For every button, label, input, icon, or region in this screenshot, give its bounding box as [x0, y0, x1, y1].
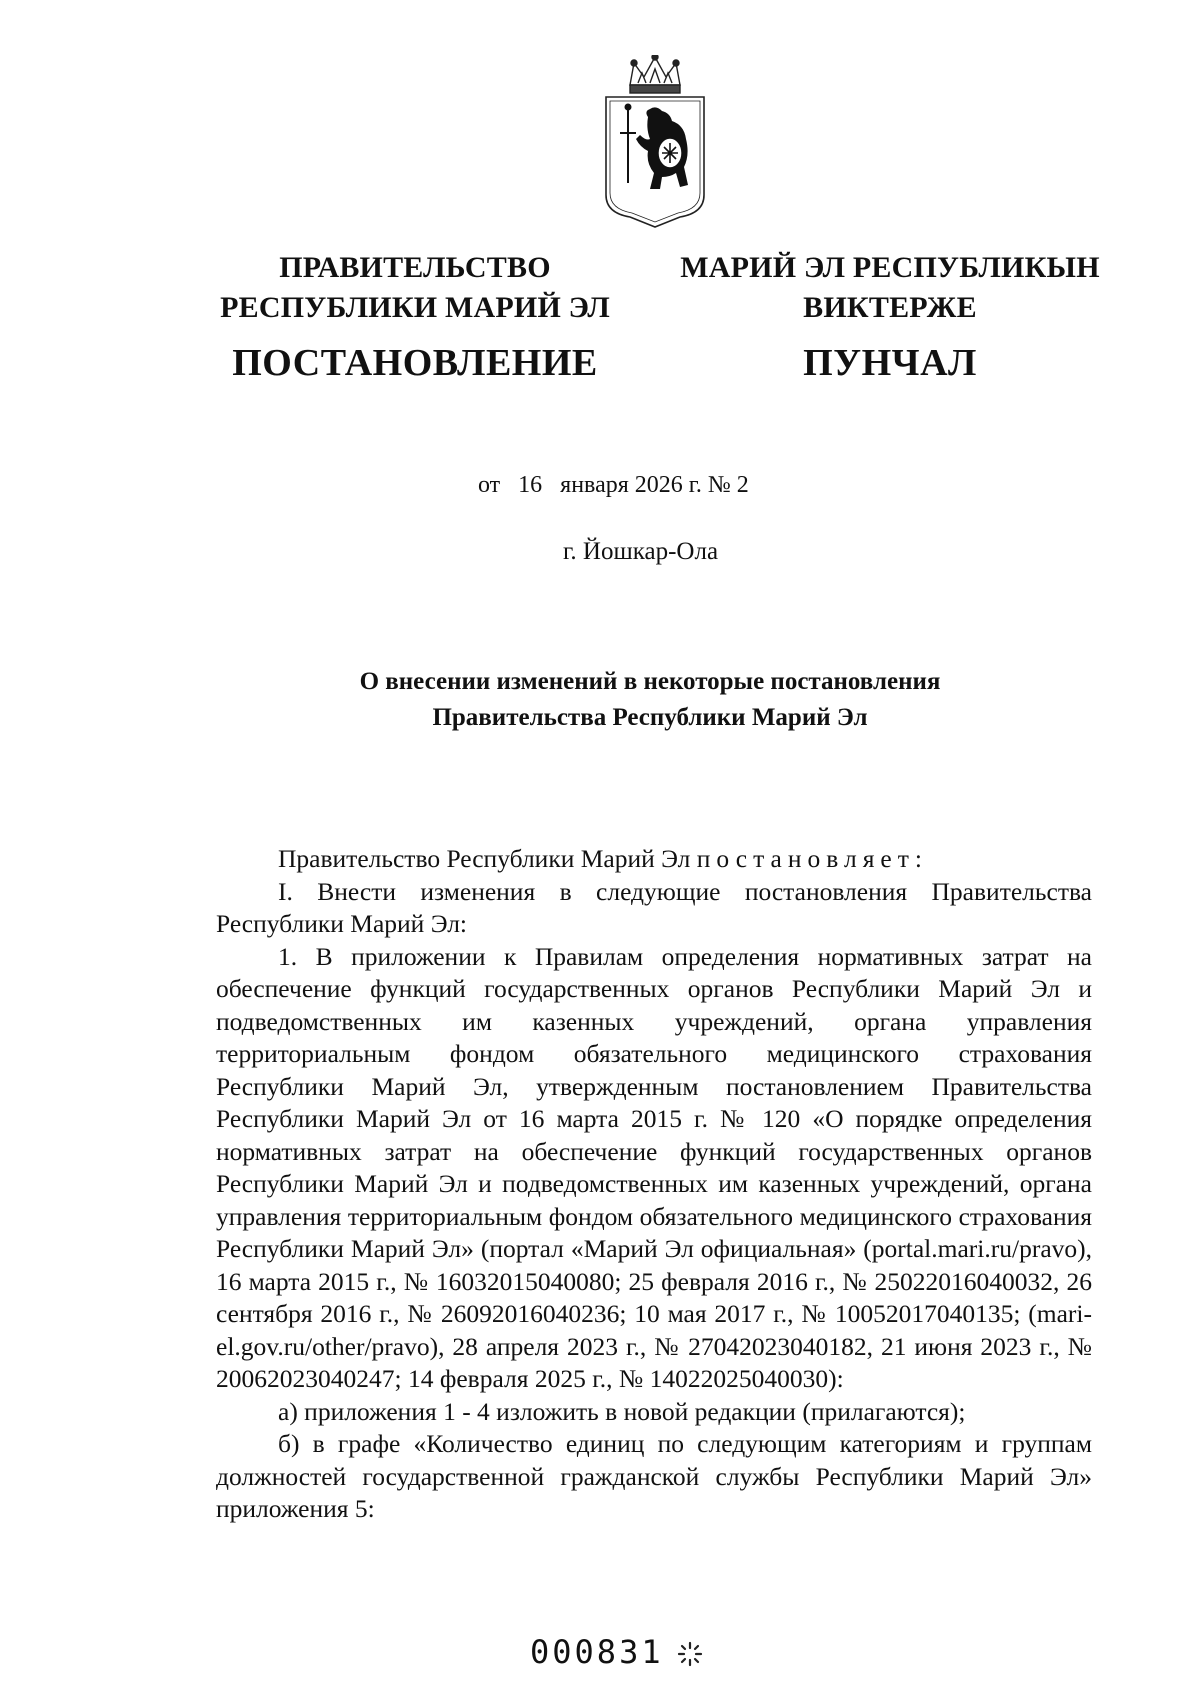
header-left [205, 248, 625, 386]
paragraph-item-b: б) в графе «Количество единиц по следующим категориям и группам должностей государственной гражданской службы Республики Марий Эл» приложения 5: [216, 1429, 1092, 1523]
government-name-mari: МАРИЙ ЭЛ РЕСПУБЛИКЫН ВИКТЕРЖЕ [680, 251, 1100, 324]
date-day: 16 [518, 472, 543, 498]
asterisk-mark-icon [676, 1640, 704, 1668]
date-prefix: от [478, 472, 501, 498]
header-right [665, 248, 1115, 386]
coat-of-arms-icon [600, 55, 710, 230]
document-type-russian: ПОСТАНОВЛЕНИЕ [232, 342, 598, 384]
document-number: 2 [736, 472, 749, 498]
date-month-year: января 2026 г. № [560, 472, 731, 498]
intro-decree-word: постановляет: [696, 844, 928, 873]
document-type-mari: ПУНЧАЛ [803, 342, 977, 384]
paragraph-item-1: I. Внести изменения в следующие постановления Правительства Республики Марий Эл: [216, 876, 1092, 938]
document-body [216, 843, 1092, 1526]
serial-number: 000831 [530, 1633, 664, 1671]
government-name-russian: ПРАВИТЕЛЬСТВО РЕСПУБЛИКИ МАРИЙ ЭЛ [220, 251, 610, 324]
intro-paragraph [216, 843, 1092, 876]
document-title: О внесении изменений в некоторые постановления Правительства Республики Марий Эл [359, 668, 941, 731]
city-name: г. Йошкар-Ола [563, 538, 719, 565]
paragraph-item-1-1: 1. В приложении к Правилам определения нормативных затрат на обеспечение функций государственных органов Республики Марий Эл и подведомственных им казенных учреждений, органа управления территориальным фондом обязательного медицинского страхования Республики Марий Эл, утвержденным постановлением Правительства Республики Марий Эл от 16 марта 2015 г. № 120 «О порядке определения нормативных затрат на обеспечение функций государственных органов Республики Марий Эл и подведомственных им казенных учреждений, органа управления территориальным фондом обязательного медицинского страхования Республики Марий Эл» (портал «Марий Эл официальная» (portal.mari.ru/pravo), 16 марта 2015 г., № 16032015040080; 25 февраля 2016 г., № 25022016040032, 26 сентября 2016 г., № 26092016040236; 10 мая 2017 г., № 10052017040135; (mari-el.gov.ru/other/pravo), 28 апреля 2023 г., № 27042023040182, 21 июня 2023 г., № 20062023040247; 14 февраля 2025 г., № 14022025040030): [216, 941, 1092, 1393]
date-line [478, 472, 749, 499]
intro-text: Правительство Республики Марий Эл [278, 844, 697, 873]
paragraph-item-a: а) приложения 1 - 4 изложить в новой редакции (прилагаются); [278, 1396, 966, 1426]
